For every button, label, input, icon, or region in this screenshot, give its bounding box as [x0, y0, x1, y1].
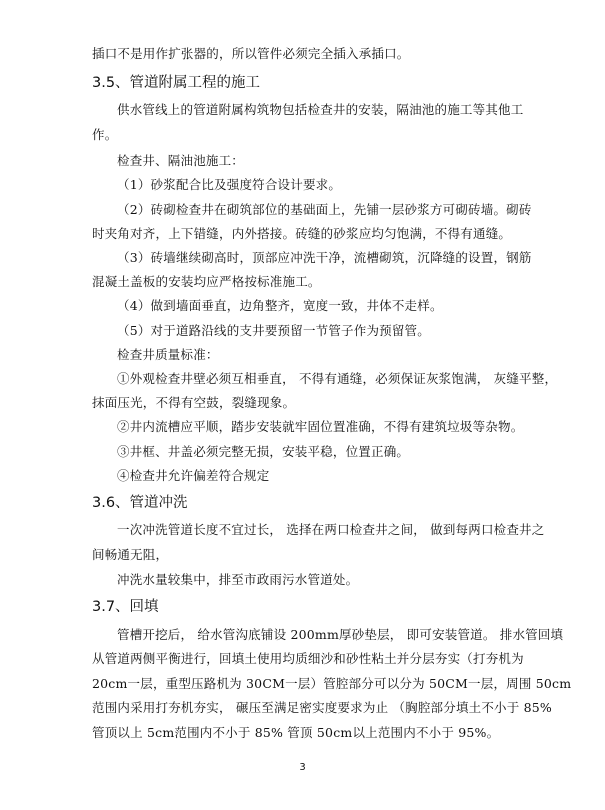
text-line: 20cm一层，重型压路机为 30CM一层）管腔部分可以分为 50CM一层，周围 50cm: [92, 676, 572, 691]
section-heading: 3.5、管道附属工程的施工: [92, 75, 261, 91]
text-line: 时夹角对齐，上下错缝，内外搭接。砖缝的砂浆应均匀饱满，不得有通缝。: [92, 226, 512, 241]
text-line: ④检查井允许偏差符合规定: [117, 468, 270, 483]
text-line: 抹面压光，不得有空鼓，裂缝现象。: [92, 395, 296, 410]
text-line: 检查井、隔油池施工：: [117, 153, 245, 168]
text-line: 范围内采用打夯机夯实， 碾压至满足密实度要求为止 （胸腔部分填土不小于 85%: [92, 700, 553, 715]
text-line: 间畅通无阻，: [92, 547, 169, 562]
text-line: （4）做到墙面垂直，边角整齐，宽度一致，井体不走样。: [117, 298, 443, 313]
section-heading: 3.6、管道冲洗: [92, 495, 188, 511]
text-line: 作。: [92, 127, 118, 142]
text-line: ①外观检查井壁必须互相垂直， 不得有通缝，必须保证灰浆饱满， 灰缝平整，: [117, 371, 558, 386]
text-line: （5）对于道路沿线的支井要预留一节管子作为预留管。: [117, 323, 430, 338]
text-line: ②井内流槽应平顺，踏步安装就牢固位置准确，不得有建筑垃圾等杂物。: [117, 419, 524, 434]
text-line: 从管道两侧平衡进行，回填土使用均质细沙和砂性粘土并分层夯实（打夯机为: [92, 651, 524, 666]
text-line: （1）砂浆配合比及强度符合设计要求。: [117, 177, 342, 192]
text-line: 一次冲洗管道长度不宜过长， 选择在两口检查井之间， 做到每两口检查井之: [117, 522, 545, 537]
text-line: 管顶以上 5cm范围内不小于 85% 管顶 50cm以上范围内不小于 95%。: [92, 725, 500, 740]
text-line: 检查井质量标准：: [117, 347, 219, 362]
text-line: 管槽开挖后， 给水管沟底铺设 200mm厚砂垫层， 即可安装管道。 排水管回填: [117, 627, 564, 642]
text-line: ③井框、井盖必须完整无损，安装平稳，位置正确。: [117, 444, 410, 459]
page-number: 3: [299, 762, 306, 773]
text-line: （2）砖砌检查井在砌筑部位的基础面上，先铺一层砂浆方可砌砖墙。砌砖: [117, 202, 532, 217]
text-line: 混凝土盖板的安装均应严格按标准施工。: [92, 274, 321, 289]
section-heading: 3.7、回填: [92, 599, 159, 615]
text-line: 供水管线上的管道附属构筑物包括检查井的安装，隔油池的施工等其他工: [117, 102, 524, 117]
text-line: 插口不是用作扩张器的，所以管件必须完全插入承插口。: [92, 46, 410, 61]
text-line: （3）砖墙继续砌高时，顶部应冲洗干净，流槽砌筑，沉降缝的设置，钢筋: [117, 250, 532, 265]
text-line: 冲洗水量较集中，排至市政雨污水管道处。: [117, 572, 359, 587]
